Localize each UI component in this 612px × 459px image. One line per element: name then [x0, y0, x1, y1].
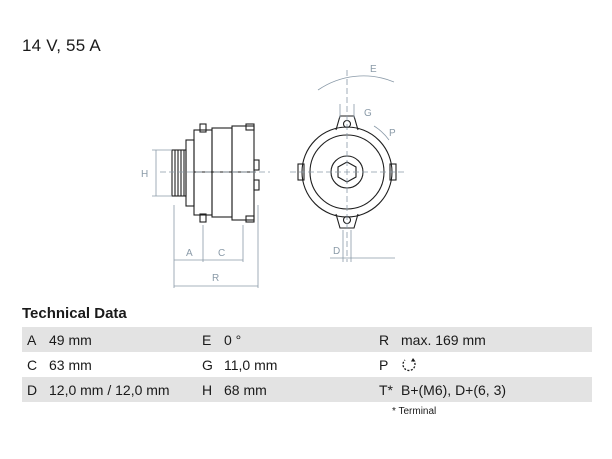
- rating-title: 14 V, 55 A: [22, 36, 101, 55]
- spec-key: H: [197, 377, 224, 402]
- table-row: [22, 377, 592, 402]
- spec-value: 49 mm: [49, 327, 197, 352]
- spec-value: 68 mm: [224, 377, 374, 402]
- spec-key: C: [27, 356, 38, 373]
- label-h: H: [141, 169, 149, 180]
- table-row: [22, 352, 592, 377]
- label-r: R: [212, 273, 220, 284]
- spec-table: [22, 327, 592, 402]
- spec-value: 63 mm: [49, 356, 92, 373]
- terminal-footnote: * Terminal: [392, 406, 437, 417]
- table-row: [22, 327, 592, 352]
- label-g: G: [364, 108, 372, 119]
- label-p: P: [389, 128, 396, 139]
- spec-value: 12,0 mm / 12,0 mm: [49, 377, 197, 402]
- spec-key: E: [197, 327, 224, 352]
- spec-key: R: [374, 327, 401, 352]
- spec-value: 11,0 mm: [224, 356, 278, 373]
- label-d: D: [333, 246, 341, 257]
- spec-key: D: [22, 377, 49, 402]
- spec-key: A: [22, 327, 49, 352]
- label-e: E: [370, 64, 377, 75]
- spec-key: P: [379, 356, 389, 373]
- label-a: A: [186, 248, 193, 259]
- rotation-direction-icon: [401, 357, 417, 373]
- spec-key: T*: [374, 377, 401, 402]
- spec-value: [401, 352, 592, 377]
- spec-value: 0 °: [224, 327, 374, 352]
- spec-key: G: [202, 356, 213, 373]
- spec-value: B+(M6), D+(6, 3): [401, 377, 592, 402]
- label-c: C: [218, 248, 226, 259]
- spec-value: max. 169 mm: [401, 327, 592, 352]
- section-title: Technical Data: [22, 305, 127, 322]
